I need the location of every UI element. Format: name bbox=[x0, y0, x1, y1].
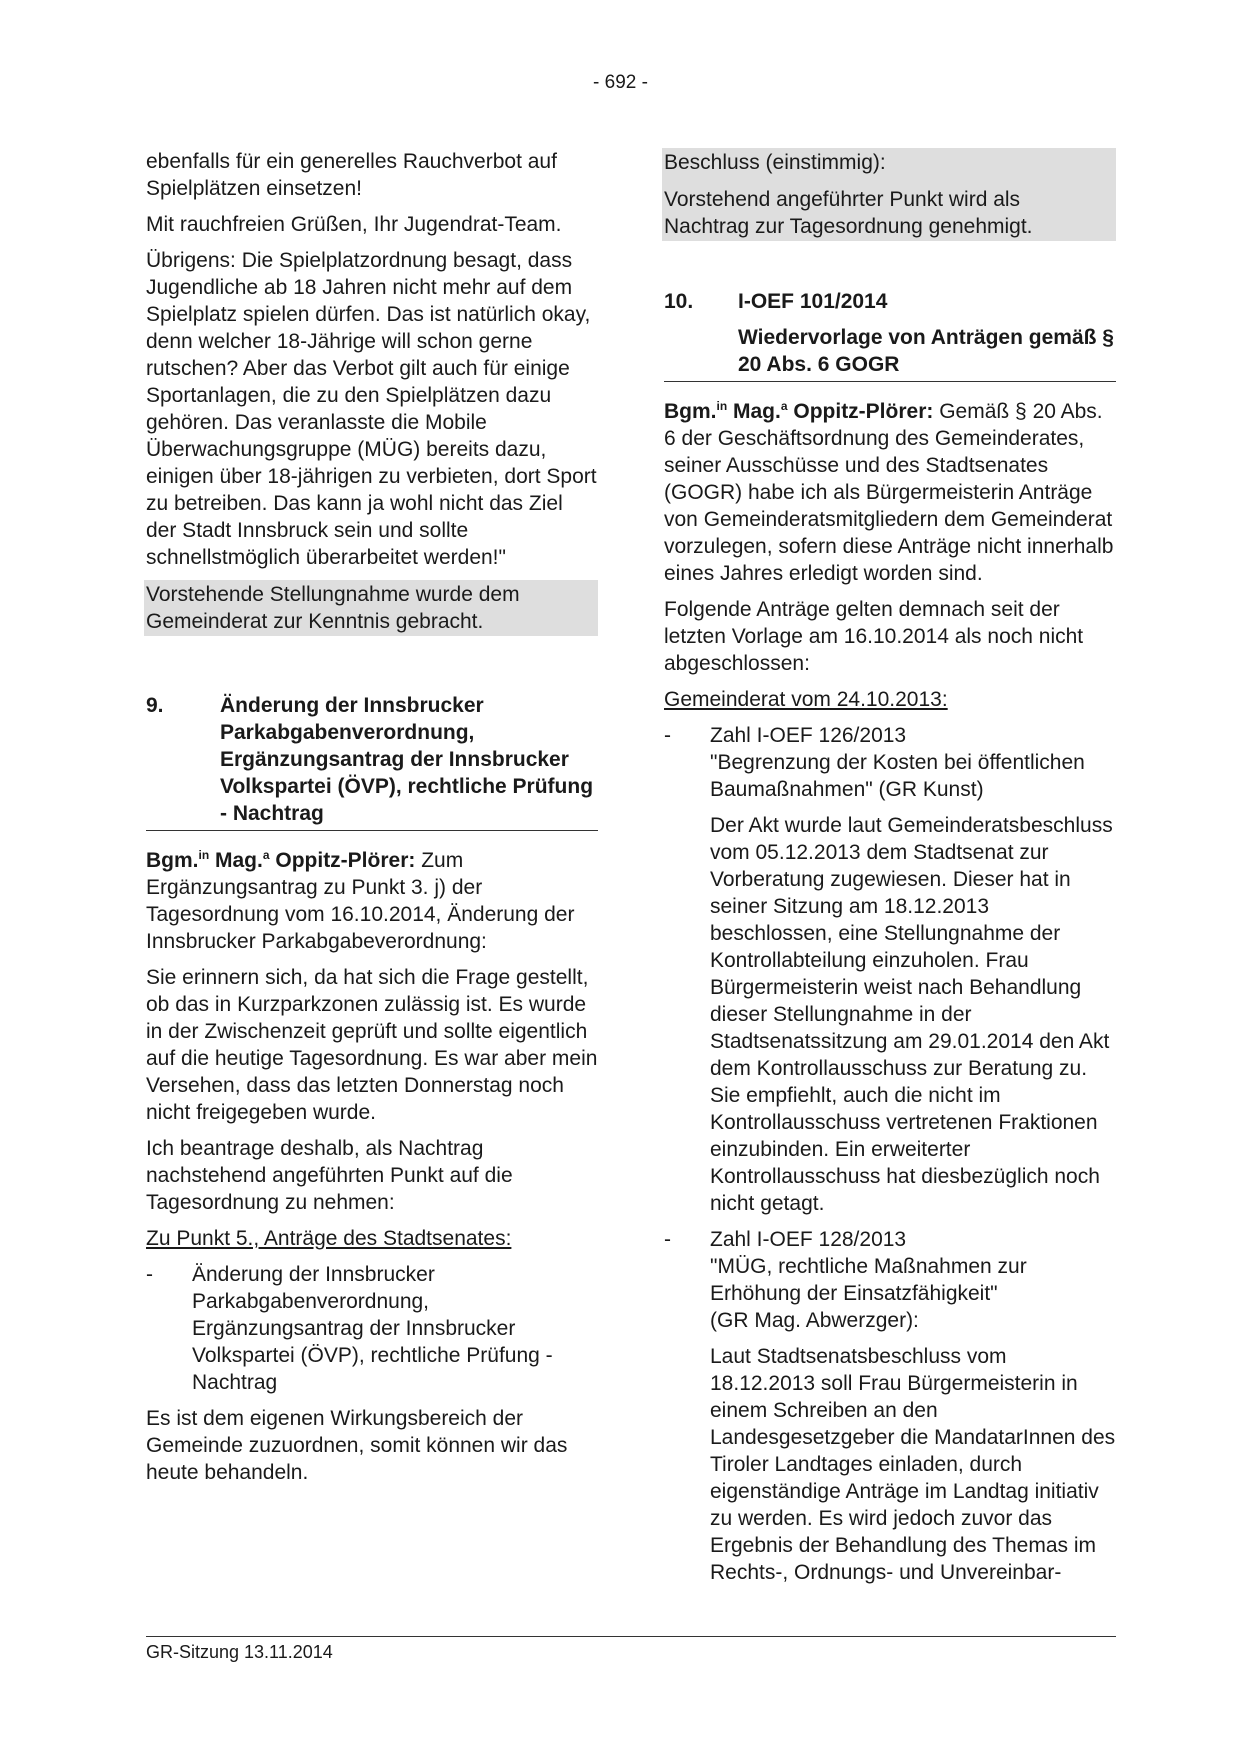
list-item-text: Der Akt wurde laut Gemeinderatsbeschluss vom 05.12.2013 dem Stadtsenat zur Vorberatung zugewiesen. Dieser hat in seiner Sitzung am 18.12.2013 beschlossen, eine Stellungnahme der Kontrollabteilung einzuholen. Frau Bürgermeisterin weist nach Behandlung dieser Stellungnahme in der Stadtsenatssitzung am 29.01.2014 den Akt dem Kontrollausschuss zur Beratung zu. Sie empfiehlt, auch die nicht im Kontrollausschuss vertretenen Fraktionen einzubinden. Ein erweiterter Kontrollausschuss hat diesbezüglich noch nicht getagt. bbox=[710, 814, 1113, 1215]
underlined-heading: Zu Punkt 5., Anträge des Stadtsenates: bbox=[146, 1227, 512, 1250]
list-item bbox=[664, 722, 1116, 1217]
section-title: Wiedervorlage von Anträgen gemäß § 20 Abs. 6 GOGR bbox=[738, 326, 1114, 376]
footer-divider bbox=[146, 1636, 1116, 1637]
section-heading-10 bbox=[664, 288, 1116, 382]
paragraph: ebenfalls für ein generelles Rauchverbot auf Spielplätzen einsetzen! bbox=[146, 150, 557, 200]
speaker-paragraph bbox=[664, 398, 1116, 587]
speaker-name: Bgm.$^{in}$ Mag.$^a$ Oppitz-Plörer: bbox=[664, 399, 934, 423]
list-item bbox=[664, 1226, 1116, 1586]
list-item-head: Zahl I-OEF 126/2013 "Begrenzung der Kosten bei öffentlichen Baumaßnahmen" (GR Kunst) bbox=[710, 724, 1085, 801]
speaker-name: Bgm.$^{in}$ Mag.$^a$ Oppitz-Plörer: bbox=[146, 848, 416, 872]
speaker-text: Gemäß § 20 Abs. 6 der Geschäftsordnung des Gemeinderates, seiner Ausschüsse und des Stadtsenates (GOGR) habe ich als Bürgermeisterin Anträge von Gemeinderatsmitgliedern dem Gemeinderat vorzulegen, sofern diese Anträge nicht innerhalb eines Jahres erledigt worden sind. bbox=[664, 400, 1114, 585]
paragraph: Übrigens: Die Spielplatzordnung besagt, dass Jugendliche ab 18 Jahren nicht mehr auf dem Spielplatz spielen dürfen. Das ist natürlich okay, denn welcher 18-Jährige will schon gerne rutschen? Aber das Verbot gilt auch für einige Sportanlagen, die zu den Spielplätzen dazu gehören. Das veranlasste die Mobile Überwachungsgruppe (MÜG) bereits dazu, einigen über 18-jährigen zu verbieten, dort Sport zu betreiben. Das kann ja wohl nicht das Ziel der Stadt Innsbruck sein und sollte schnellstmöglich überarbeitet werden!" bbox=[146, 249, 597, 569]
speaker-text: Zum Ergänzungsantrag zu Punkt 3. j) der Tagesordnung vom 16.10.2014, Änderung der Innsbrucker Parkabgabeverordnung: bbox=[146, 849, 575, 953]
right-column bbox=[664, 148, 1116, 1595]
bullet-dash: - bbox=[146, 1263, 153, 1286]
list-item bbox=[146, 1261, 598, 1396]
list-item-text: Laut Stadtsenatsbeschluss vom 18.12.2013 soll Frau Bürgermeisterin in einem Schreiben an den Landesgesetzgeber die MandatarInnen des Tiroler Landtages einladen, durch eigenständige Anträge im Landtag initiativ zu werden. Es wird jedoch zuvor das Ergebnis der Behandlung des Themas im Rechts-, Ordnungs- und Unvereinbar- bbox=[710, 1345, 1116, 1584]
paragraph: Sie erinnern sich, da hat sich die Frage gestellt, ob das in Kurzparkzonen zulässig ist. Es wurde in der Zwischenzeit geprüft und sollte eigentlich auf die heutige Tagesordnung. Es war aber mein Versehen, dass das letzten Donnerstag noch nicht freigegeben wurde. bbox=[146, 966, 598, 1124]
footer-text: GR-Sitzung 13.11.2014 bbox=[146, 1642, 333, 1662]
shaded-resolution-text: Vorstehend angeführter Punkt wird als Nachtrag zur Tagesordnung genehmigt. bbox=[664, 188, 1033, 238]
paragraph: Es ist dem eigenen Wirkungsbereich der Gemeinde zuzuordnen, somit können wir das heute behandeln. bbox=[146, 1407, 568, 1484]
shaded-note-text: Vorstehende Stellungnahme wurde dem Gemeinderat zur Kenntnis gebracht. bbox=[146, 583, 520, 633]
shaded-note bbox=[144, 580, 598, 636]
paragraph: Folgende Anträge gelten demnach seit der letzten Vorlage am 16.10.2014 als noch nicht abgeschlossen: bbox=[664, 598, 1084, 675]
page-number: - 692 - bbox=[593, 72, 648, 93]
section-heading-9 bbox=[146, 692, 598, 831]
left-column bbox=[146, 148, 598, 1495]
bullet-dash: - bbox=[664, 1228, 671, 1251]
section-number: 9. bbox=[146, 694, 164, 717]
underlined-heading: Gemeinderat vom 24.10.2013: bbox=[664, 688, 948, 711]
section-title: Änderung der Innsbrucker Parkabgabenverordnung, Ergänzungsantrag der Innsbrucker Volkspartei (ÖVP), rechtliche Prüfung - Nachtrag bbox=[220, 694, 594, 825]
paragraph: Ich beantrage deshalb, als Nachtrag nachstehend angeführten Punkt auf die Tagesordnung zu nehmen: bbox=[146, 1137, 513, 1214]
section-reference: I-OEF 101/2014 bbox=[738, 290, 888, 313]
shaded-resolution-title: Beschluss (einstimmig): bbox=[664, 151, 886, 174]
list-item-head: Zahl I-OEF 128/2013 "MÜG, rechtliche Maßnahmen zur Erhöhung der Einsatzfähigkeit" (GR Mag. Abwerzger): bbox=[710, 1228, 1027, 1332]
list-item-text: Änderung der Innsbrucker Parkabgabenverordnung, Ergänzungsantrag der Innsbrucker Volkspartei (ÖVP), rechtliche Prüfung - Nachtrag bbox=[192, 1263, 553, 1394]
shaded-resolution bbox=[662, 148, 1116, 241]
bullet-dash: - bbox=[664, 724, 671, 747]
section-number: 10. bbox=[664, 290, 694, 313]
paragraph: Mit rauchfreien Grüßen, Ihr Jugendrat-Team. bbox=[146, 213, 562, 236]
speaker-paragraph bbox=[146, 847, 598, 955]
